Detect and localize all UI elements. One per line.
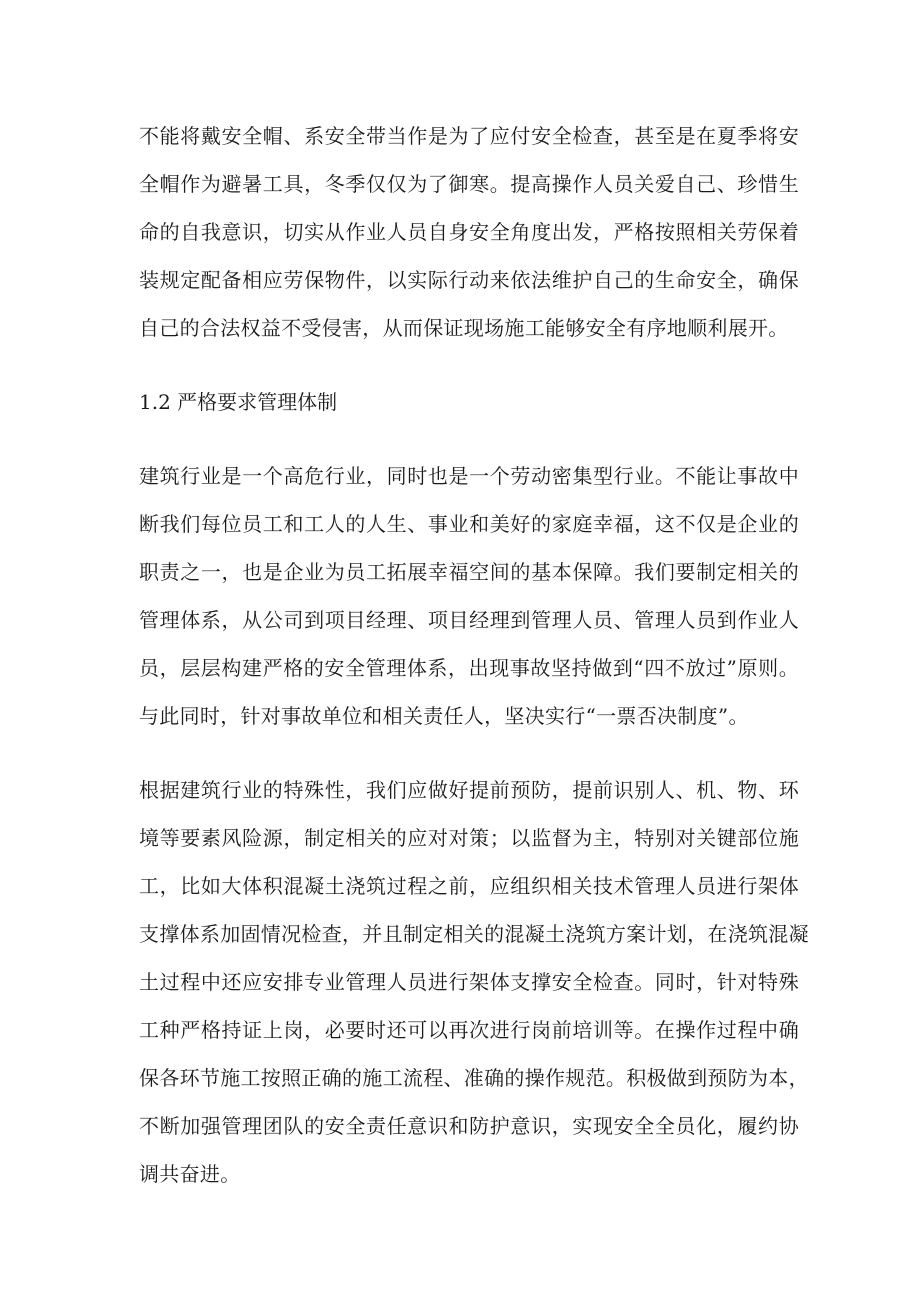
text-line: 调共奋进。 [139, 1162, 241, 1186]
text-line: 不能将戴安全帽、系安全带当作是为了应付安全检查，甚至是在夏季将安 [139, 124, 799, 148]
text-line: 保各环节施工按照正确的施工流程、准确的操作规范。积极做到预防为本， [139, 1066, 809, 1090]
text-line: 土过程中还应安排专业管理人员进行架体支撑安全检查。同时，针对特殊 [139, 970, 799, 994]
document-page [139, 112, 809, 1198]
text-line: 支撑体系加固情况检查，并且制定相关的混凝土浇筑方案计划，在浇筑混凝 [139, 922, 809, 946]
text-line: 命的自我意识，切实从作业人员自身安全角度出发，严格按照相关劳保着 [139, 220, 799, 244]
text-line: 自己的合法权益不受侵害，从而保证现场施工能够安全有序地顺利展开。 [139, 316, 789, 340]
text-line: 管理体系，从公司到项目经理、项目经理到管理人员、管理人员到作业人 [139, 608, 799, 632]
text-line: 员，层层构建严格的安全管理体系，出现事故坚持做到“四不放过”原则。 [139, 656, 799, 680]
text-line: 与此同时，针对事故单位和相关责任人，坚决实行“一票否决制度”。 [139, 704, 749, 728]
body-paragraph-1 [139, 112, 799, 352]
text-line: 装规定配备相应劳保物件，以实际行动来依法维护自己的生命安全，确保 [139, 268, 799, 292]
text-line: 职责之一，也是企业为员工拓展幸福空间的基本保障。我们要制定相关的 [139, 560, 799, 584]
paragraph-gap [139, 352, 799, 378]
text-line: 工种严格持证上岗，必要时还可以再次进行岗前培训等。在操作过程中确 [139, 1018, 799, 1042]
text-line: 不断加强管理团队的安全责任意识和防护意识，实现安全全员化，履约协 [139, 1114, 799, 1138]
text-line: 断我们每位员工和工人的人生、事业和美好的家庭幸福，这不仅是企业的 [139, 512, 799, 536]
text-line: 工，比如大体积混凝土浇筑过程之前，应组织相关技术管理人员进行架体 [139, 874, 799, 898]
body-paragraph-3 [139, 766, 809, 1198]
text-line: 境等要素风险源，制定相关的应对对策；以监督为主，特别对关键部位施 [139, 826, 799, 850]
text-line: 建筑行业是一个高危行业，同时也是一个劳动密集型行业。不能让事故中 [139, 464, 799, 488]
section-heading: 1.2 严格要求管理体制 [139, 390, 338, 414]
text-line: 根据建筑行业的特殊性，我们应做好提前预防，提前识别人、机、物、环 [139, 778, 799, 802]
text-line: 全帽作为避暑工具，冬季仅仅为了御寒。提高操作人员关爱自己、珍惜生 [139, 172, 799, 196]
body-paragraph-2 [139, 452, 799, 740]
paragraph-gap [139, 740, 799, 766]
paragraph-gap [139, 426, 799, 452]
